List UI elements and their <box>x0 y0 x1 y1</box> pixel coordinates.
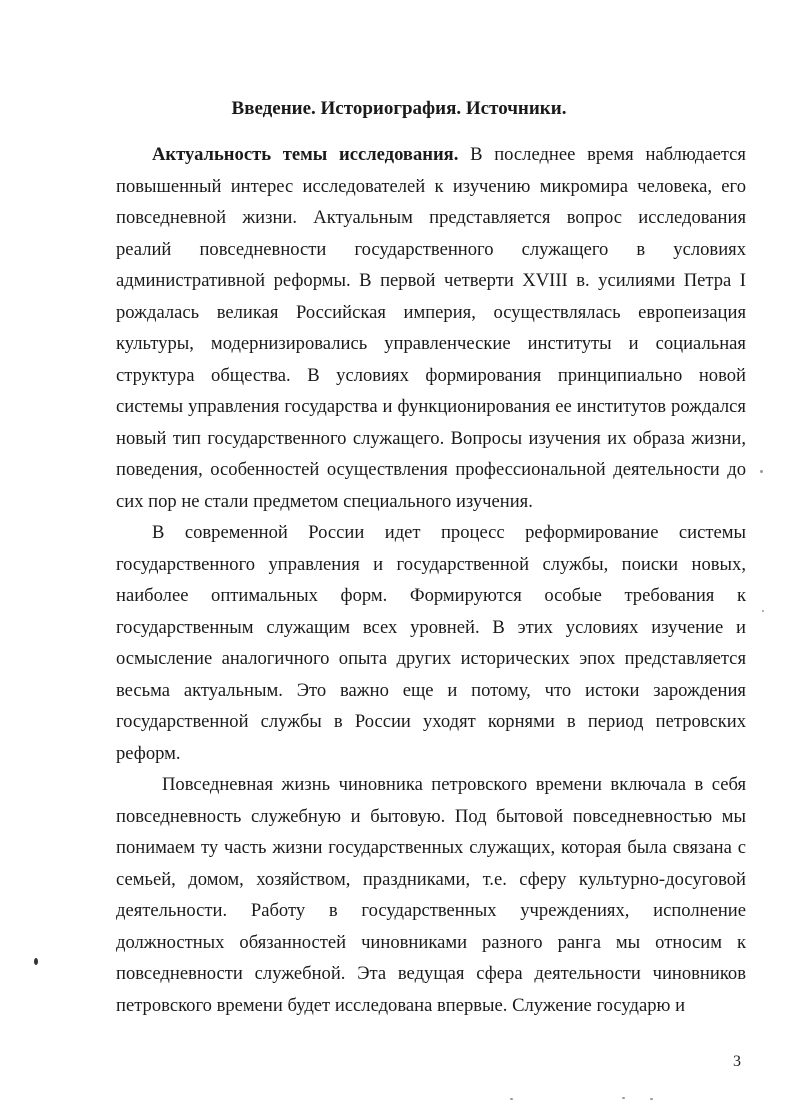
paragraph-modern-russia <box>116 517 746 769</box>
paragraph-text: В современной России идет процесс реформирование системы государственного управления и государственной службы, поиски новых, наиболее оптимальных форм. Формируются особые требования к государственным служащим всех уровней. В этих условиях изучение и осмысление аналогичного опыта других исторических эпох представляется весьма актуальным. Это важно еще и потому, что истоки зарождения государственной службы в России уходят корнями в период петровских реформ. <box>116 522 746 764</box>
scan-speck <box>762 610 764 612</box>
paragraph-text: В последнее время наблюдается повышенный интерес исследователей к изучению микромира человека, его повседневной жизни. Актуальным представляется вопрос исследования реалий повседневности государственного служащего в условиях административной реформы. В первой четверти XVIII в. усилиями Петра I рождалась великая Российская империя, осуществлялась европеизация культуры, модернизировались управленческие институты и социальная структура общества. В условиях формирования принципиально новой системы управления государства и функционирования ее институтов рождался новый тип государственного служащего. Вопросы изучения их образа жизни, поведения, особенностей осуществления профессиональной деятельности до сих пор не стали предметом специального изучения. <box>116 144 746 512</box>
page-number: 3 <box>733 1053 741 1070</box>
paragraph-text: Повседневная жизнь чиновника петровского времени включала в себя повседневность служебную и бытовую. Под бытовой повседневностью мы понимаем ту часть жизни государственных служащих, которая была связана с семьей, домом, хозяйством, праздниками, т.е. сферу культурно-досуговой деятельности. Работу в государственных учреждениях, исполнение должностных обязанностей чиновниками разного ранга мы относим к повседневности служебной. Эта ведущая сфера деятельности чиновников петровского времени будет исследована впервые. Служение государю и <box>116 774 746 1016</box>
document-heading: Введение. Историография. Источники. <box>231 98 567 119</box>
scan-speck <box>510 1098 513 1100</box>
scan-speck <box>760 470 763 473</box>
document-body <box>116 139 746 1021</box>
paragraph-lead-bold: Актуальность темы исследования. <box>152 144 459 165</box>
scan-speck <box>34 958 38 965</box>
scan-speck <box>650 1098 653 1100</box>
paragraph-relevance <box>116 139 746 517</box>
scan-speck <box>622 1097 625 1099</box>
paragraph-everyday-life <box>116 769 746 1021</box>
